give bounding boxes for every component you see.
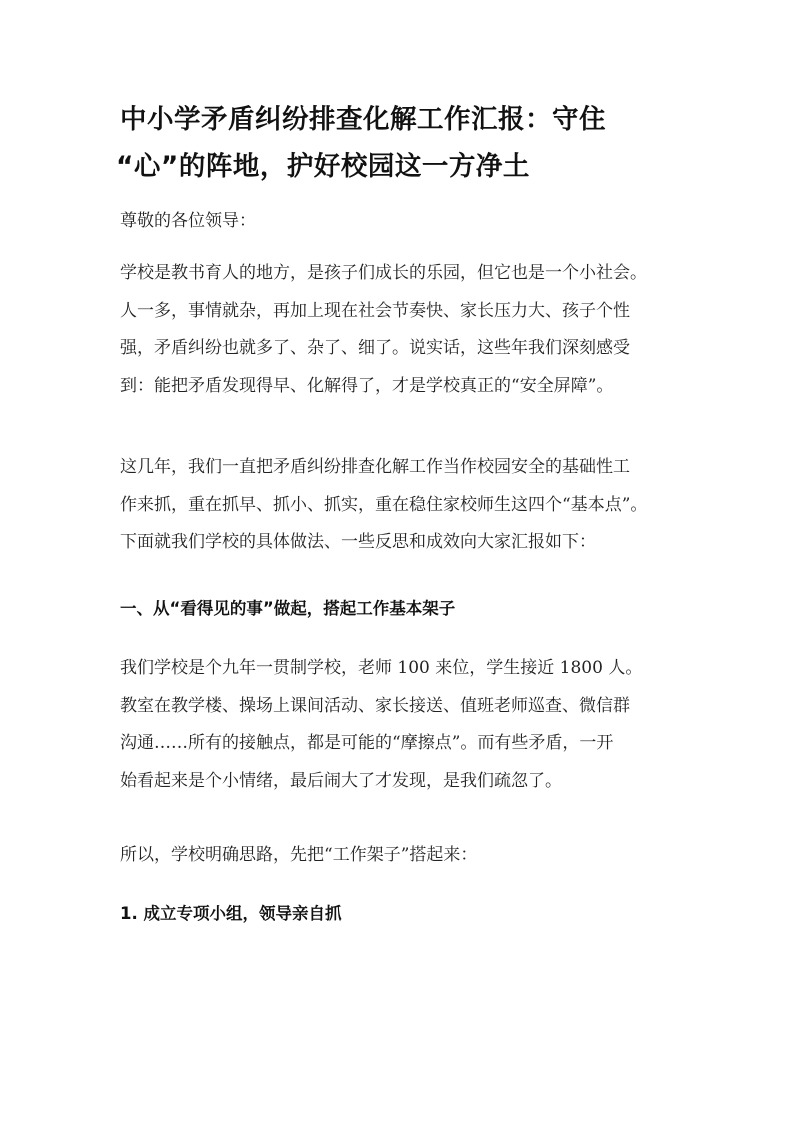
text-line: 教室在教学楼、操场上课间活动、家长接送、值班老师巡查、微信群 (120, 695, 630, 716)
text-line: 强，矛盾纠纷也就多了、杂了、细了。说实话，这些年我们深刻感受 (120, 338, 630, 358)
text-line: 始看起来是个小情绪，最后闹大了才发现，是我们疏忽了。 (120, 770, 562, 791)
title-line-2: “心”的阵地，护好校园这一方净土 (116, 151, 530, 182)
title-line-1: 中小学矛盾纠纷排查化解工作汇报：守住 (120, 104, 606, 135)
text-line: 下面就我们学校的具体做法、一些反思和成效向大家汇报如下： (120, 532, 596, 552)
section-1-subheading-1: 1. 成立专项小组，领导亲自抓 (120, 904, 342, 923)
text-line: 所以，学校明确思路，先把“工作架子”搭起来： (120, 845, 478, 865)
intro-paragraph-2 (120, 449, 676, 562)
text-line: 学校是教书育人的地方，是孩子们成长的乐园，但它也是一个小社会。 (120, 263, 647, 283)
intro-paragraph-1 (120, 255, 676, 405)
text-line: 作来抓，重在抓早、抓小、抓实，重在稳住家校师生这四个“基本点”。 (120, 494, 648, 515)
text-line: 到：能把矛盾发现得早、化解得了，才是学校真正的“安全屏障”。 (120, 375, 614, 396)
salutation-text: 尊敬的各位领导： (120, 211, 256, 231)
text-line: 我们学校是个九年一贯制学校，老师 100 来位，学生接近 1800 人。 (120, 658, 643, 678)
section-1-paragraph-1 (120, 650, 676, 800)
section-1-paragraph-2 (120, 837, 676, 875)
text-line: 这几年，我们一直把矛盾纠纷排查化解工作当作校园安全的基础性工 (120, 457, 630, 477)
text-line: 沟通……所有的接触点，都是可能的“摩擦点”。而有些矛盾，一开 (120, 733, 614, 753)
text-line: 人一多，事情就杂，再加上现在社会节奏快、家长压力大、孩子个性 (120, 300, 630, 321)
salutation (120, 203, 676, 241)
section-1-heading: 一、从“看得见的事”做起，搭起工作基本架子 (120, 599, 456, 618)
document-title (116, 96, 680, 190)
